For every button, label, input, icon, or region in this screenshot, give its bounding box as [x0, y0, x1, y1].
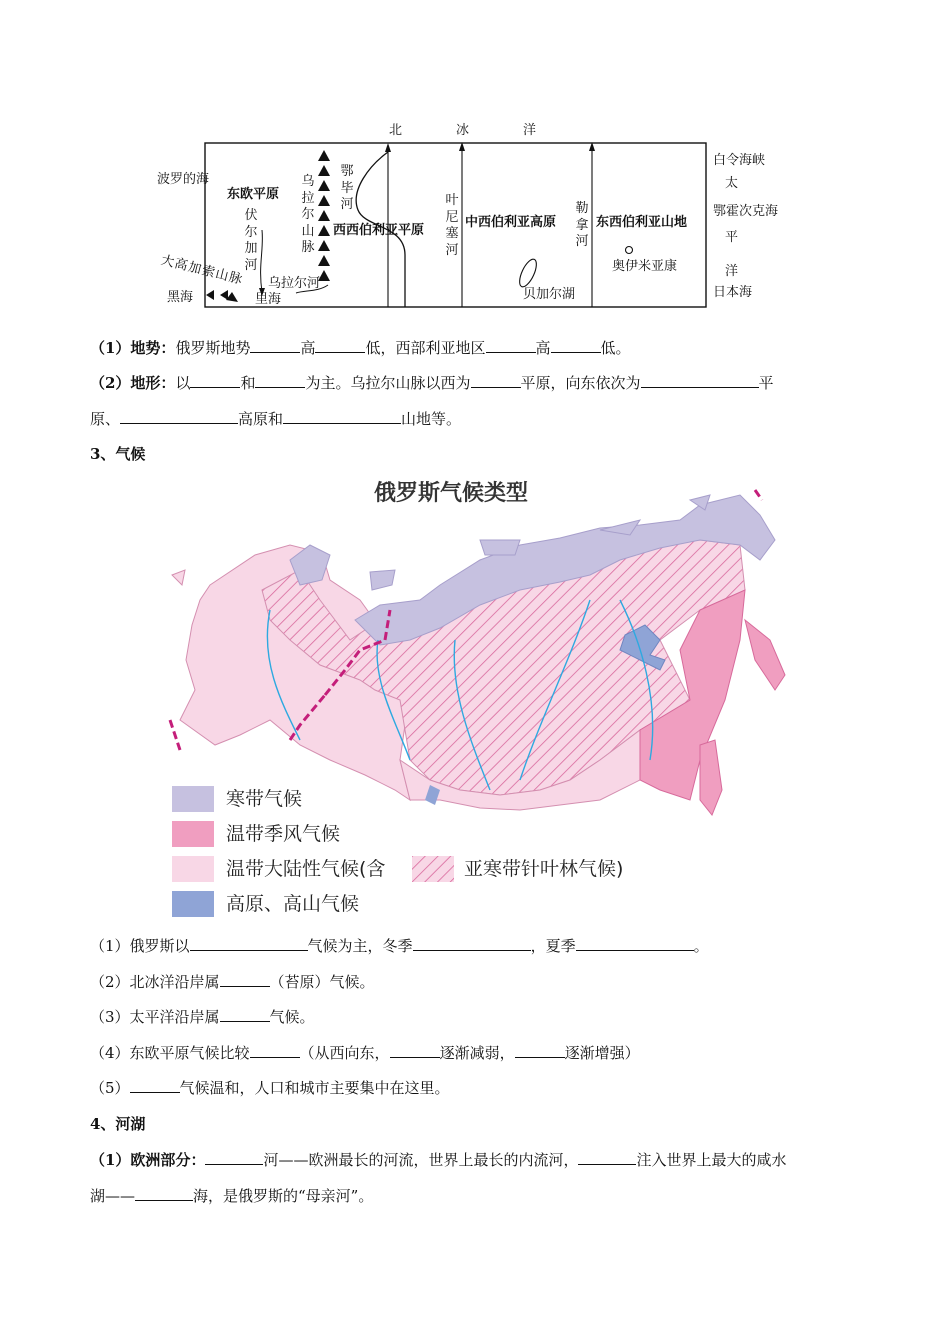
- answer-blank[interactable]: [250, 1043, 300, 1058]
- text: 平原，向东依次为: [520, 374, 641, 392]
- lena-river-label: 勒拿河: [575, 201, 589, 249]
- text: 河——欧洲最长的河流，世界上最长的内流河，: [263, 1151, 579, 1169]
- climate-heading: 3、气候: [90, 445, 146, 463]
- answer-blank[interactable]: [205, 1150, 263, 1165]
- climate-question-5: [90, 1078, 450, 1098]
- text: 。: [693, 937, 709, 955]
- caspian-sea-label: 里海: [255, 292, 282, 307]
- text: 注入世界上最大的咸水: [636, 1151, 787, 1169]
- ural-river-label: 乌拉尔河: [268, 276, 321, 291]
- text: （苔原）气候。: [269, 973, 375, 991]
- legend-continental-swatch: [172, 856, 214, 882]
- text: 为主。乌拉尔山脉以西为: [305, 374, 471, 392]
- text: 逐渐减弱，: [439, 1044, 515, 1062]
- text: 山地等。: [401, 410, 462, 428]
- climate-question-3: [90, 1007, 315, 1027]
- text: 海，是俄罗斯的“母亲河”。: [193, 1187, 374, 1205]
- east-siberian-mountains-label: 东西伯利亚山地: [596, 215, 688, 230]
- text: （3）太平洋沿岸属: [90, 1008, 220, 1026]
- legend-continental: [172, 856, 642, 882]
- text: 平: [758, 374, 774, 392]
- text: 气候为主，冬季: [307, 937, 413, 955]
- text: 逐渐增强）: [564, 1044, 640, 1062]
- legend-subarctic-label: 亚寒带针叶林气候): [464, 858, 624, 880]
- answer-blank[interactable]: [190, 936, 308, 951]
- japan-sea-label: 日本海: [713, 285, 753, 300]
- yenisei-river-label: 叶尼塞河: [445, 193, 459, 258]
- rivers-question-1-cont: [90, 1186, 373, 1206]
- volga-river-label: 伏尔加河: [244, 208, 258, 273]
- legend-monsoon: [172, 821, 392, 847]
- text: （4）东欧平原气候比较: [90, 1044, 250, 1062]
- text: （5）: [90, 1079, 130, 1097]
- arctic-char-1: 北: [389, 123, 403, 138]
- text: 低，西部利亚地区: [365, 339, 486, 357]
- kamchatka-monsoon: [745, 620, 785, 690]
- answer-blank[interactable]: [220, 972, 270, 987]
- ob-river-label: 鄂毕河: [340, 164, 354, 212]
- legend-cold-swatch: [172, 786, 214, 812]
- legend-subarctic-swatch: [412, 856, 454, 882]
- climate-question-4: [90, 1043, 640, 1063]
- answer-blank[interactable]: [135, 1186, 193, 1201]
- terrain-q2-label: （2）地形：: [90, 374, 176, 392]
- ural-mountains-label: 乌拉尔山脉: [301, 174, 315, 255]
- text: 气候温和，人口和城市主要集中在这里。: [179, 1079, 450, 1097]
- answer-blank[interactable]: [390, 1043, 440, 1058]
- answer-blank[interactable]: [515, 1043, 565, 1058]
- sakhalin-monsoon: [700, 740, 722, 815]
- rivers-heading: 4、河湖: [90, 1115, 146, 1133]
- arctic-char-2: 冰: [456, 123, 470, 138]
- bering-strait-label: 白令海峡: [713, 153, 766, 168]
- legend-highland-label: 高原、高山气候: [226, 893, 360, 915]
- text: 原、: [90, 410, 121, 428]
- text: 俄罗斯地势: [175, 339, 251, 357]
- rivers-q1-label: （1）欧洲部分：: [90, 1151, 206, 1169]
- arctic-char-3: 洋: [523, 123, 537, 138]
- text: 湖——: [90, 1187, 136, 1205]
- text: 和: [240, 374, 256, 392]
- text: 高原和: [238, 410, 284, 428]
- answer-blank[interactable]: [130, 1078, 180, 1093]
- baltic-sea-label: 波罗的海: [157, 172, 210, 187]
- text: 气候。: [269, 1008, 315, 1026]
- legend-highland-swatch: [172, 891, 214, 917]
- climate-question-1: [90, 936, 709, 956]
- legend-monsoon-swatch: [172, 821, 214, 847]
- legend-continental-label: 温带大陆性气候(含: [226, 858, 386, 880]
- legend-cold: [172, 786, 372, 812]
- text: 低。: [600, 339, 631, 357]
- climate-map-title: 俄罗斯气候类型: [374, 481, 529, 506]
- answer-blank[interactable]: [576, 936, 694, 951]
- pacific-char-1: 太: [725, 176, 739, 191]
- text: ，夏季: [530, 937, 576, 955]
- central-siberian-plateau-label: 中西伯利亚高原: [465, 215, 557, 230]
- baikal-lake-label: 贝加尔湖: [523, 287, 576, 302]
- answer-blank[interactable]: [220, 1007, 270, 1022]
- black-sea-label: 黑海: [167, 290, 194, 305]
- legend-cold-label: 寒带气候: [226, 788, 303, 810]
- legend-highland: [172, 891, 392, 917]
- oymyakon-label: 奥伊米亚康: [612, 259, 678, 274]
- climate-question-2: [90, 972, 375, 992]
- answer-blank[interactable]: [578, 1150, 636, 1165]
- legend-monsoon-label: 温带季风气候: [226, 823, 341, 845]
- west-siberian-plain-label: 西西伯利亚平原: [333, 223, 425, 238]
- text: （从西向东，: [299, 1044, 390, 1062]
- pacific-char-2: 平: [725, 230, 739, 245]
- east-europe-plain-label: 东欧平原: [227, 187, 280, 202]
- rivers-question-1: [90, 1150, 786, 1170]
- text: （2）北冰洋沿岸属: [90, 973, 220, 991]
- pacific-char-3: 洋: [725, 264, 739, 279]
- terrain-q1-label: （1）地势：: [90, 339, 176, 357]
- okhotsk-sea-label: 鄂霍次克海: [713, 204, 779, 219]
- caucasus-mountains-label: 大高加索山脉: [159, 253, 245, 288]
- text: 高: [535, 339, 551, 357]
- text: （1）俄罗斯以: [90, 937, 190, 955]
- text: 以: [175, 374, 191, 392]
- answer-blank[interactable]: [413, 936, 531, 951]
- text: 高: [300, 339, 316, 357]
